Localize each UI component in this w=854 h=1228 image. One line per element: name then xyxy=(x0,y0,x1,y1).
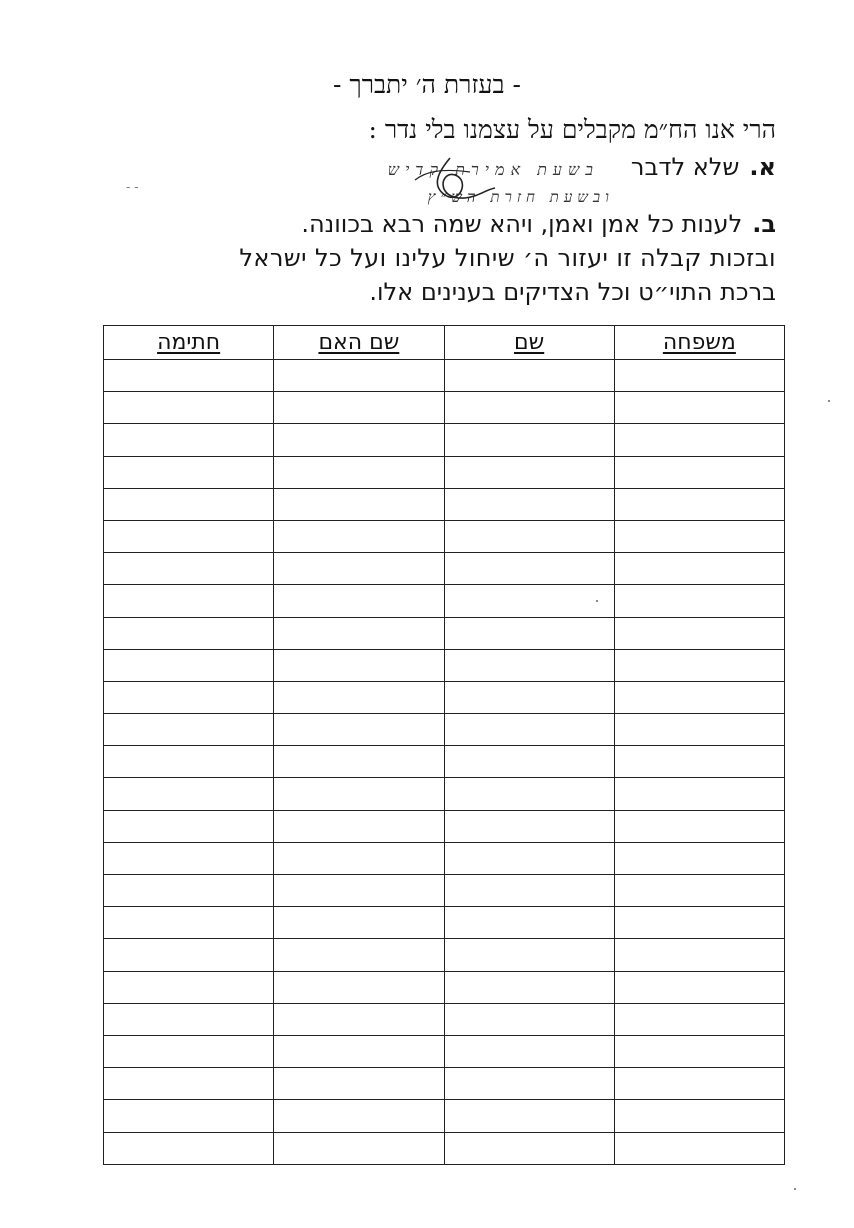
table-cell[interactable] xyxy=(104,907,274,939)
table-cell[interactable] xyxy=(104,842,274,874)
table-cell[interactable] xyxy=(614,1068,784,1100)
table-cell[interactable] xyxy=(274,810,444,842)
table-row xyxy=(104,746,785,778)
table-cell[interactable] xyxy=(614,875,784,907)
table-cell[interactable] xyxy=(274,488,444,520)
table-cell[interactable] xyxy=(274,1132,444,1165)
page-heading: - בעזרת ה׳ יתברך - xyxy=(333,70,521,99)
table-cell[interactable] xyxy=(274,842,444,874)
table-row xyxy=(104,714,785,746)
table-cell[interactable] xyxy=(444,649,614,681)
table-cell[interactable] xyxy=(104,649,274,681)
table-cell[interactable] xyxy=(444,585,614,617)
speck xyxy=(794,1188,796,1190)
item-b-text: לענות כל אמן ואמן, ויהא שמה רבא בכוונה. xyxy=(301,210,743,238)
table-cell[interactable] xyxy=(274,875,444,907)
table-cell[interactable] xyxy=(104,553,274,585)
table-cell[interactable] xyxy=(444,617,614,649)
table-cell[interactable] xyxy=(274,971,444,1003)
table-cell[interactable] xyxy=(444,553,614,585)
table-cell[interactable] xyxy=(614,1100,784,1132)
table-cell[interactable] xyxy=(444,875,614,907)
table-cell[interactable] xyxy=(614,681,784,713)
table-cell[interactable] xyxy=(104,360,274,392)
table-cell[interactable] xyxy=(614,649,784,681)
table-row xyxy=(104,778,785,810)
table-row xyxy=(104,1132,785,1165)
table-row xyxy=(104,392,785,424)
table-cell[interactable] xyxy=(444,520,614,552)
table-row xyxy=(104,585,785,617)
table-cell[interactable] xyxy=(274,649,444,681)
table-cell[interactable] xyxy=(104,520,274,552)
table-cell[interactable] xyxy=(614,553,784,585)
table-cell[interactable] xyxy=(614,392,784,424)
table-cell[interactable] xyxy=(274,617,444,649)
table-cell[interactable] xyxy=(104,1068,274,1100)
speck xyxy=(596,600,598,602)
table-cell[interactable] xyxy=(614,907,784,939)
table-cell[interactable] xyxy=(444,488,614,520)
table-cell[interactable] xyxy=(444,681,614,713)
table-row xyxy=(104,520,785,552)
table-cell[interactable] xyxy=(274,585,444,617)
table-cell[interactable] xyxy=(444,907,614,939)
table-cell[interactable] xyxy=(444,971,614,1003)
table-cell[interactable] xyxy=(444,810,614,842)
table-cell[interactable] xyxy=(444,778,614,810)
table-row xyxy=(104,1003,785,1035)
table-row xyxy=(104,617,785,649)
table-cell[interactable] xyxy=(614,714,784,746)
table-cell[interactable] xyxy=(444,456,614,488)
table-cell[interactable] xyxy=(274,714,444,746)
table-cell[interactable] xyxy=(614,488,784,520)
table-cell[interactable] xyxy=(274,1100,444,1132)
table-body xyxy=(104,360,785,1165)
column-header-name: שם xyxy=(444,326,614,360)
table-cell[interactable] xyxy=(104,456,274,488)
table-row xyxy=(104,424,785,456)
table-cell[interactable] xyxy=(274,778,444,810)
column-header-signature: חתימה xyxy=(104,326,274,360)
table-cell[interactable] xyxy=(274,424,444,456)
table-cell[interactable] xyxy=(444,360,614,392)
table-row xyxy=(104,1100,785,1132)
table-cell[interactable] xyxy=(614,778,784,810)
table-cell[interactable] xyxy=(104,714,274,746)
table-cell[interactable] xyxy=(104,488,274,520)
handwritten-scribble xyxy=(410,150,500,210)
table-cell[interactable] xyxy=(104,875,274,907)
closing-line-1: ובזכות קבלה זו יעזור ה׳ שיחול עלינו ועל כל ישראל xyxy=(239,244,776,272)
table-cell[interactable] xyxy=(274,746,444,778)
stray-mark: - - xyxy=(126,180,139,194)
table-cell[interactable] xyxy=(444,1035,614,1067)
table-cell[interactable] xyxy=(444,842,614,874)
table-row xyxy=(104,971,785,1003)
table-cell[interactable] xyxy=(274,907,444,939)
table-cell[interactable] xyxy=(614,1003,784,1035)
intro-line: הרי אנו הח״מ מקבלים על עצמנו בלי נדר : xyxy=(368,115,776,144)
table-cell[interactable] xyxy=(274,520,444,552)
table-row xyxy=(104,681,785,713)
table-row xyxy=(104,649,785,681)
table-cell[interactable] xyxy=(104,1132,274,1165)
table-cell[interactable] xyxy=(104,1003,274,1035)
table-row xyxy=(104,810,785,842)
table-cell[interactable] xyxy=(104,971,274,1003)
table-cell[interactable] xyxy=(274,456,444,488)
table-cell[interactable] xyxy=(444,746,614,778)
table-cell[interactable] xyxy=(614,585,784,617)
table-header-row xyxy=(104,326,785,360)
table-cell[interactable] xyxy=(614,746,784,778)
speck xyxy=(828,400,830,402)
item-a-mark: א. xyxy=(749,153,776,181)
table-cell[interactable] xyxy=(104,585,274,617)
item-a xyxy=(631,153,776,181)
table-cell[interactable] xyxy=(444,1068,614,1100)
table-cell[interactable] xyxy=(614,842,784,874)
table-cell[interactable] xyxy=(104,778,274,810)
table-cell[interactable] xyxy=(614,1132,784,1165)
table-row xyxy=(104,875,785,907)
item-a-text: שלא לדבר xyxy=(630,153,740,181)
table-cell[interactable] xyxy=(274,392,444,424)
table-row xyxy=(104,488,785,520)
table-row xyxy=(104,360,785,392)
table-cell[interactable] xyxy=(104,810,274,842)
table-cell[interactable] xyxy=(274,360,444,392)
table-row xyxy=(104,456,785,488)
table-cell[interactable] xyxy=(614,971,784,1003)
table-cell[interactable] xyxy=(614,810,784,842)
closing-line-2: ברכת התוי״ט וכל הצדיקים בענינים אלו. xyxy=(369,278,776,306)
table-cell[interactable] xyxy=(614,520,784,552)
table-cell[interactable] xyxy=(104,939,274,971)
table-row xyxy=(104,553,785,585)
table-cell[interactable] xyxy=(104,392,274,424)
table-cell[interactable] xyxy=(274,939,444,971)
table-row xyxy=(104,842,785,874)
table-cell[interactable] xyxy=(274,1003,444,1035)
table-cell[interactable] xyxy=(444,714,614,746)
table-cell[interactable] xyxy=(614,939,784,971)
table-cell[interactable] xyxy=(444,1003,614,1035)
table-row xyxy=(104,1068,785,1100)
table-cell[interactable] xyxy=(614,456,784,488)
table-row xyxy=(104,907,785,939)
table-cell[interactable] xyxy=(274,681,444,713)
column-header-family: משפחה xyxy=(614,326,784,360)
item-b xyxy=(301,210,776,238)
handwritten-note-2: ובשעת חזרת הש״ץ xyxy=(427,188,614,206)
table-row xyxy=(104,939,785,971)
table-cell[interactable] xyxy=(614,360,784,392)
handwritten-note-1: בשעת אמירת קדיש xyxy=(387,160,599,179)
table-cell[interactable] xyxy=(104,1100,274,1132)
signature-table xyxy=(103,325,785,1165)
table-cell[interactable] xyxy=(444,939,614,971)
table-cell[interactable] xyxy=(104,746,274,778)
table-cell[interactable] xyxy=(274,1068,444,1100)
table-cell[interactable] xyxy=(444,1100,614,1132)
item-b-mark: ב. xyxy=(752,210,776,238)
table-cell[interactable] xyxy=(444,424,614,456)
table-cell[interactable] xyxy=(104,1035,274,1067)
table-row xyxy=(104,1035,785,1067)
table-cell[interactable] xyxy=(104,681,274,713)
table-cell[interactable] xyxy=(274,1035,444,1067)
table-cell[interactable] xyxy=(614,424,784,456)
column-header-mother-name: שם האם xyxy=(274,326,444,360)
table-cell[interactable] xyxy=(104,617,274,649)
table-cell[interactable] xyxy=(444,1132,614,1165)
table-cell[interactable] xyxy=(104,424,274,456)
table-cell[interactable] xyxy=(274,553,444,585)
table-cell[interactable] xyxy=(614,1035,784,1067)
table-cell[interactable] xyxy=(614,617,784,649)
table-cell[interactable] xyxy=(444,392,614,424)
